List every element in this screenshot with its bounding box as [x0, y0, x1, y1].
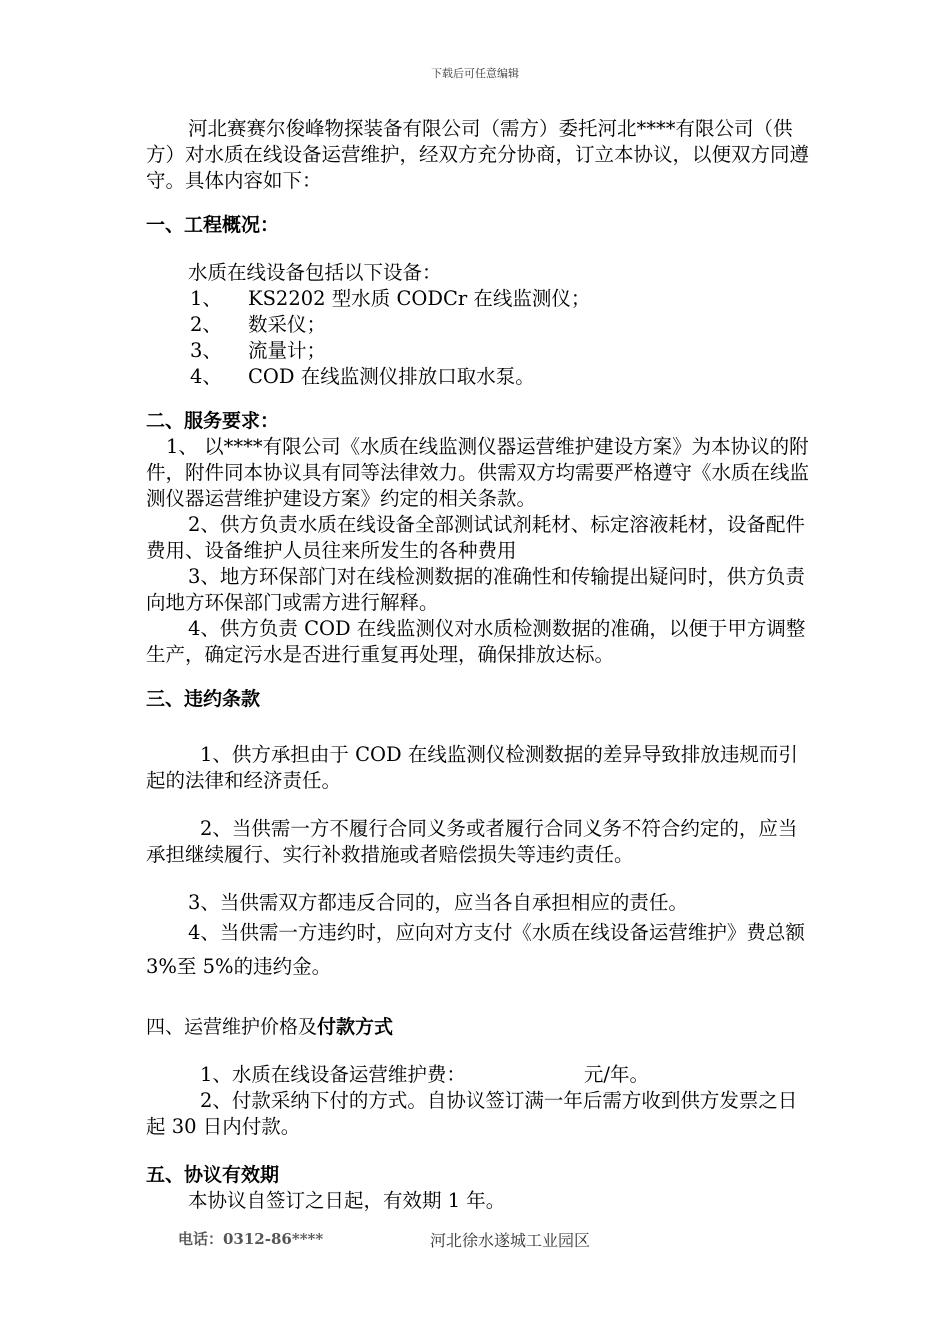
section2-item-2: 2、供方负责水质在线设备全部测试试剂耗材、标定溶液耗材，设备配件费用、设备维护人员往来所发生的各种费用 — [146, 513, 805, 562]
section1-heading: 一、工程概况： — [146, 214, 280, 236]
header-note: 下载后可任意编辑 — [431, 67, 519, 80]
list-item — [146, 312, 814, 338]
validity-paragraph: 本协议自签订之日起，有效期 1 年。 — [188, 1189, 506, 1212]
section4-heading-bold: 付款方式 — [317, 1016, 394, 1038]
intro-paragraph: 河北赛赛尔俊峰物探装备有限公司（需方）委托河北****有限公司（供方）对水质在线设备运营维护，经双方充分协商，订立本协议，以便双方同遵守。具体内容如下： — [146, 117, 810, 192]
footer-phone: 电话：0312-86**** — [178, 1230, 324, 1248]
fee-unit: 元/年。 — [583, 1063, 649, 1086]
payment-paragraph: 2、付款采纳下付的方式。自协议签订满一年后需方收到供方发票之日起 30 日内付款。 — [146, 1089, 798, 1138]
section4-heading — [146, 1014, 814, 1040]
section3-item-4: 4、当供需一方违约时，应向对方支付《水质在线设备运营维护》费总额 3%至 5%的违约金。 — [146, 921, 805, 978]
list-item — [146, 286, 814, 312]
section4-heading-normal: 四、运营维护价格及 — [146, 1016, 318, 1038]
section2-item-4: 4、供方负责 COD 在线监测仪对水质检测数据的准确，以便于甲方调整生产，确定污水是否进行重复再处理，确保排放达标。 — [146, 617, 806, 666]
list-item — [146, 364, 814, 390]
fee-label: 1、水质在线设备运营维护费： — [200, 1063, 466, 1086]
section3-heading: 三、违约条款 — [146, 688, 261, 710]
fee-line — [146, 1062, 814, 1088]
list-item — [146, 338, 814, 364]
list-item-text: COD 在线监测仪排放口取水泵。 — [248, 365, 535, 388]
list-item-number: 3、 — [190, 339, 222, 362]
section5-heading: 五、协议有效期 — [146, 1164, 280, 1186]
list-item-number: 2、 — [190, 313, 222, 336]
page-footer — [0, 1228, 950, 1252]
section1-lead: 水质在线设备包括以下设备： — [188, 261, 442, 284]
list-item-text: KS2202 型水质 CODCr 在线监测仪； — [248, 287, 591, 310]
section2-heading: 二、服务要求： — [146, 410, 280, 432]
list-item-number: 4、 — [190, 365, 222, 388]
section2-item-1: 1、 以****有限公司《水质在线监测仪器运营维护建设方案》为本协议的附件，附件同本协议具有同等法律效力。供需双方均需要严格遵守《水质在线监测仪器运营维护建设方案》约定的相关条款。 — [146, 435, 810, 510]
list-item-text: 流量计； — [248, 339, 327, 362]
document-body — [146, 116, 814, 1214]
list-item-text: 数采仪； — [248, 313, 327, 336]
footer-address: 河北徐水遂城工业园区 — [430, 1231, 591, 1250]
section2-item-3: 3、地方环保部门对在线检测数据的准确性和传输提出疑问时，供方负责向地方环保部门或需方进行解释。 — [146, 565, 805, 614]
list-item-number: 1、 — [190, 287, 222, 310]
section3-item-2: 2、当供需一方不履行合同义务或者履行合同义务不符合约定的，应当承担继续履行、实行补救措施或者赔偿损失等违约责任。 — [146, 817, 798, 866]
section3-item-3: 3、当供需双方都违反合同的，应当各自承担相应的责任。 — [188, 891, 688, 914]
section3-item-1: 1、供方承担由于 COD 在线监测仪检测数据的差异导致排放违规而引起的法律和经济责任。 — [146, 743, 798, 792]
